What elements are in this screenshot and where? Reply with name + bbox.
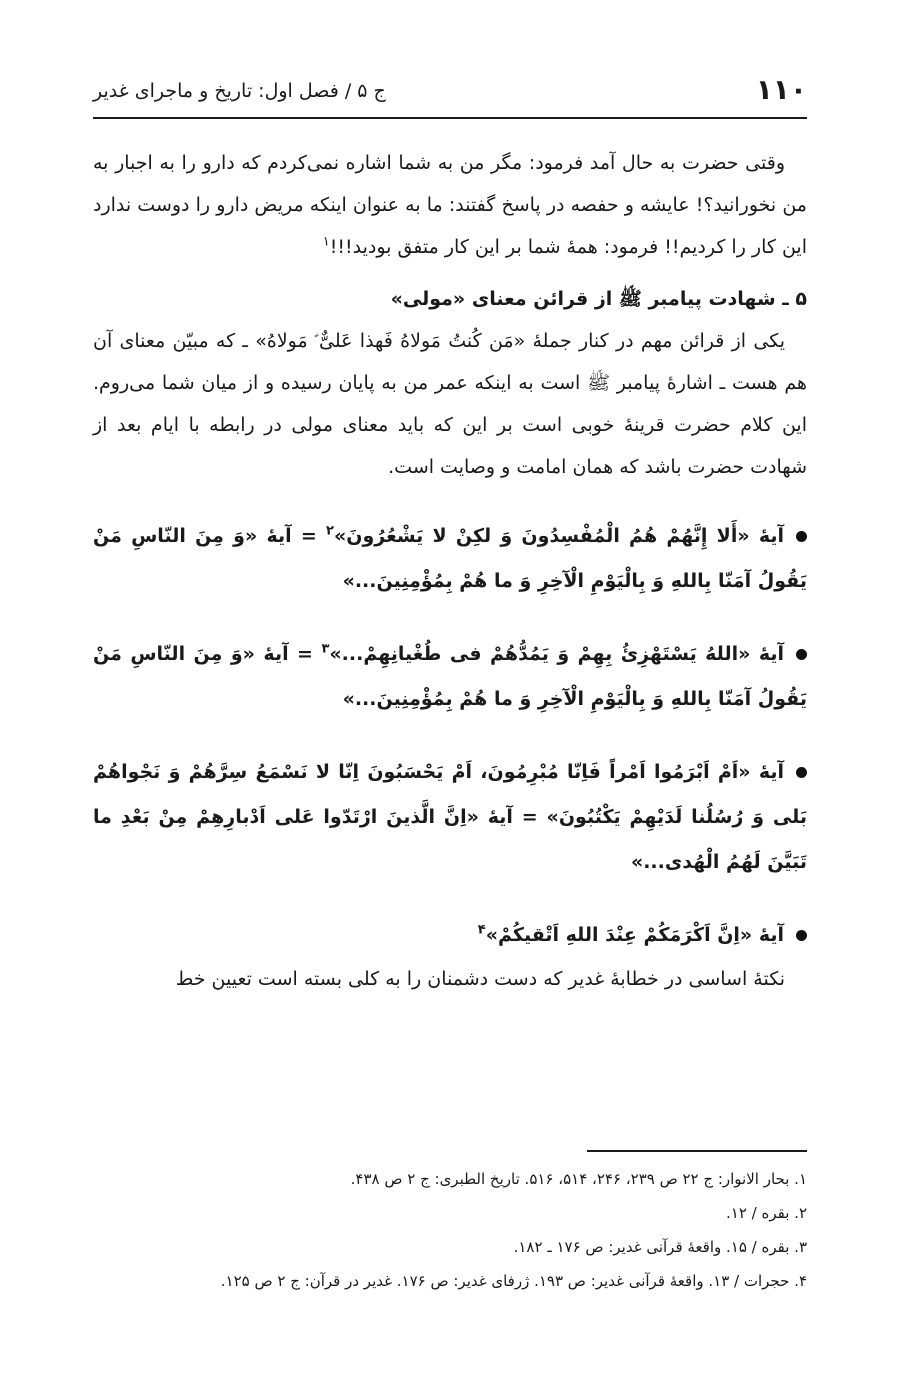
footnote-1: ۱. بحار الانوار: ج ۲۲ ص ۲۳۹، ۲۴۶، ۵۱۴، ۵۱۶. تاریخ الطبری: ج ۲ ص ۴۳۸. [350, 1170, 807, 1188]
footnote-ref-1: ۱ [322, 234, 330, 250]
ayah-text-cont: = آیهٔ «وَ مِنَ النّاسِ مَنْ یَقُولُ آمَنّا بِاللهِ وَ بِالْیَوْمِ الْآخِرِ وَ ما هُمْ بِمُؤْمِنِینَ...» [93, 643, 807, 710]
page-number: ۱۱۰ [755, 73, 807, 106]
section-heading: ۵ ـ شهادت پیامبر ﷺ از قرائن معنای «مولی» [390, 288, 807, 310]
ayah-item-1 [93, 514, 807, 604]
ayah-item-4 [93, 913, 807, 958]
ayah-text: آیهٔ «اِنَّ اَکْرَمَکُمْ عِنْدَ اللهِ اَتْقیکُمْ» [485, 924, 784, 946]
bullet-icon [796, 930, 807, 941]
header-divider [93, 117, 807, 119]
footnote-4: ۴. حجرات / ۱۳. واقعهٔ قرآنی غدیر: ص ۱۹۳. ژرفای غدیر: ص ۱۷۶. غدیر در قرآن: ج ۲ ص ۱۲۵. [220, 1272, 807, 1290]
ayah-item-2 [93, 632, 807, 722]
footnote-2: ۲. بقره / ۱۲. [726, 1204, 807, 1222]
ayah-text: آیهٔ «أَلا إِنَّهُمْ هُمُ الْمُفْسِدُونَ وَ لکِنْ لا یَشْعُرُونَ» [333, 525, 785, 547]
section-paragraph: یکی از قرائن مهم در کنار جملهٔ «مَن کُنتُ مَولاهُ فَهذا عَلیٌّ ؑ مَولاهُ» ـ که مبیّن معنای آن هم هست ـ اشارهٔ پیامبر ﷺ است به اینکه عمر من به پایان رسیده و از میان شما می‌روم. این کلام حضرت قرینهٔ خوبی است بر این که باید معنای مولی در رابطه با ایام بعد از شهادت حضرت باشد که همان امامت و وصایت است. [93, 330, 807, 478]
intro-paragraph [93, 142, 807, 268]
ayah-item-3 [93, 750, 807, 885]
bullet-icon [796, 649, 807, 660]
ayah-text: آیهٔ «اَمْ اَبْرَمُوا اَمْراً فَاِنّا مُبْرِمُونَ، اَمْ یَحْسَبُونَ اِنّا لا نَسْمَعُ سِرَّهُمْ وَ نَجْواهُمْ بَلی وَ رُسُلُنا لَدَیْهِمْ یَکْتُبُونَ» = آیهٔ «اِنَّ الَّذینَ ارْتَدّوا عَلی اَدْبارِهِمْ مِنْ بَعْدِ ما تَبَیَّنَ لَهُمُ الْهُدی...» [93, 761, 807, 873]
running-title: ج ۵ / فصل اول: تاریخ و ماجرای غدیر [93, 80, 386, 102]
bullet-icon [796, 767, 807, 778]
ayah-text: آیهٔ «اللهُ یَسْتَهْزِئُ بِهِمْ وَ یَمُدُّهُمْ فی طُغْیانِهِمْ...» [329, 643, 784, 665]
footnote-divider [587, 1150, 807, 1152]
page-header [93, 72, 807, 112]
footnote-ref-3: ۳ [321, 641, 330, 657]
footnotes [93, 1162, 807, 1298]
closing-paragraph: نکتهٔ اساسی در خطابهٔ غدیر که دست دشمنان را به کلی بسته است تعیین خط [175, 968, 785, 990]
page-body [93, 142, 807, 1000]
bullet-icon [796, 531, 807, 542]
ayah-text-cont: = آیهٔ «وَ مِنَ النّاسِ مَنْ یَقُولُ آمَنّا بِاللهِ وَ بِالْیَوْمِ الْآخِرِ وَ ما هُمْ بِمُؤْمِنِینَ...» [93, 525, 807, 592]
footnote-ref-2: ۲ [326, 523, 334, 539]
footnote-ref-4: ۴ [477, 922, 486, 938]
footnote-3: ۳. بقره / ۱۵. واقعهٔ قرآنی غدیر: ص ۱۷۶ ـ ۱۸۲. [513, 1238, 807, 1256]
intro-text: وقتی حضرت به حال آمد فرمود: مگر من به شما اشاره نمی‌کردم که دارو را به اجبار به من نخورانید؟! عایشه و حفصه در پاسخ گفتند: ما به عنوان اینکه مریض دارو را دوست ندارد این کار را کردیم!! فرمود: همهٔ شما بر این کار متفق بودید!!! [93, 152, 807, 258]
